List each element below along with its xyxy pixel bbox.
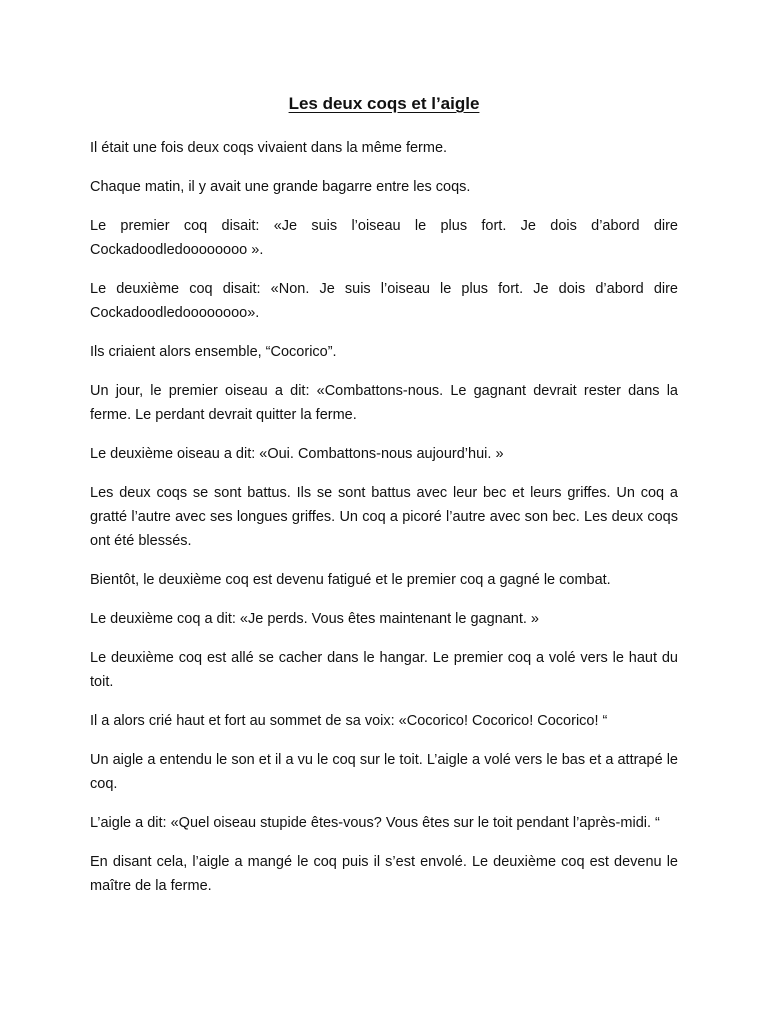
paragraph-8: Les deux coqs se sont battus. Ils se sont battus avec leur bec et leurs griffes. Un coq a gratté l’autre avec ses longues griffes. Un coq a picoré l’autre avec son bec. Les deux coqs ont été blessés.: [90, 485, 678, 549]
paragraph-2: Chaque matin, il y avait une grande bagarre entre les coqs.: [90, 179, 471, 195]
paragraph-9: Bientôt, le deuxième coq est devenu fatigué et le premier coq a gagné le combat.: [90, 572, 611, 588]
paragraph-11: Le deuxième coq est allé se cacher dans le hangar. Le premier coq a volé vers le haut du toit.: [90, 650, 678, 690]
paragraph-10: Le deuxième coq a dit: «Je perds. Vous êtes maintenant le gagnant. »: [90, 611, 539, 627]
paragraph-15: En disant cela, l’aigle a mangé le coq puis il s’est envolé. Le deuxième coq est devenu le maître de la ferme.: [90, 854, 678, 894]
document-title: Les deux coqs et l’aigle: [288, 94, 480, 113]
paragraph-7: Le deuxième oiseau a dit: «Oui. Combattons-nous aujourd’hui. »: [90, 446, 504, 462]
paragraph-4: Le deuxième coq disait: «Non. Je suis l’oiseau le plus fort. Je dois d’abord dire Cockadoodledoooooooo».: [90, 281, 678, 321]
paragraph-14: L’aigle a dit: «Quel oiseau stupide êtes-vous? Vous êtes sur le toit pendant l’après-midi. “: [90, 815, 660, 831]
paragraph-13: Un aigle a entendu le son et il a vu le coq sur le toit. L’aigle a volé vers le bas et a attrapé le coq.: [90, 752, 678, 792]
paragraph-12: Il a alors crié haut et fort au sommet de sa voix: «Cocorico! Cocorico! Cocorico! “: [90, 713, 608, 729]
paragraph-3: Le premier coq disait: «Je suis l’oiseau le plus fort. Je dois d’abord dire Cockadoodledoooooooo ».: [90, 218, 678, 258]
story-body: [90, 136, 678, 898]
paragraph-1: Il était une fois deux coqs vivaient dans la même ferme.: [90, 140, 448, 156]
paragraph-5: Ils criaient alors ensemble, “Cocorico”.: [90, 344, 337, 360]
paragraph-6: Un jour, le premier oiseau a dit: «Combattons-nous. Le gagnant devrait rester dans la ferme. Le perdant devrait quitter la ferme.: [90, 383, 678, 423]
